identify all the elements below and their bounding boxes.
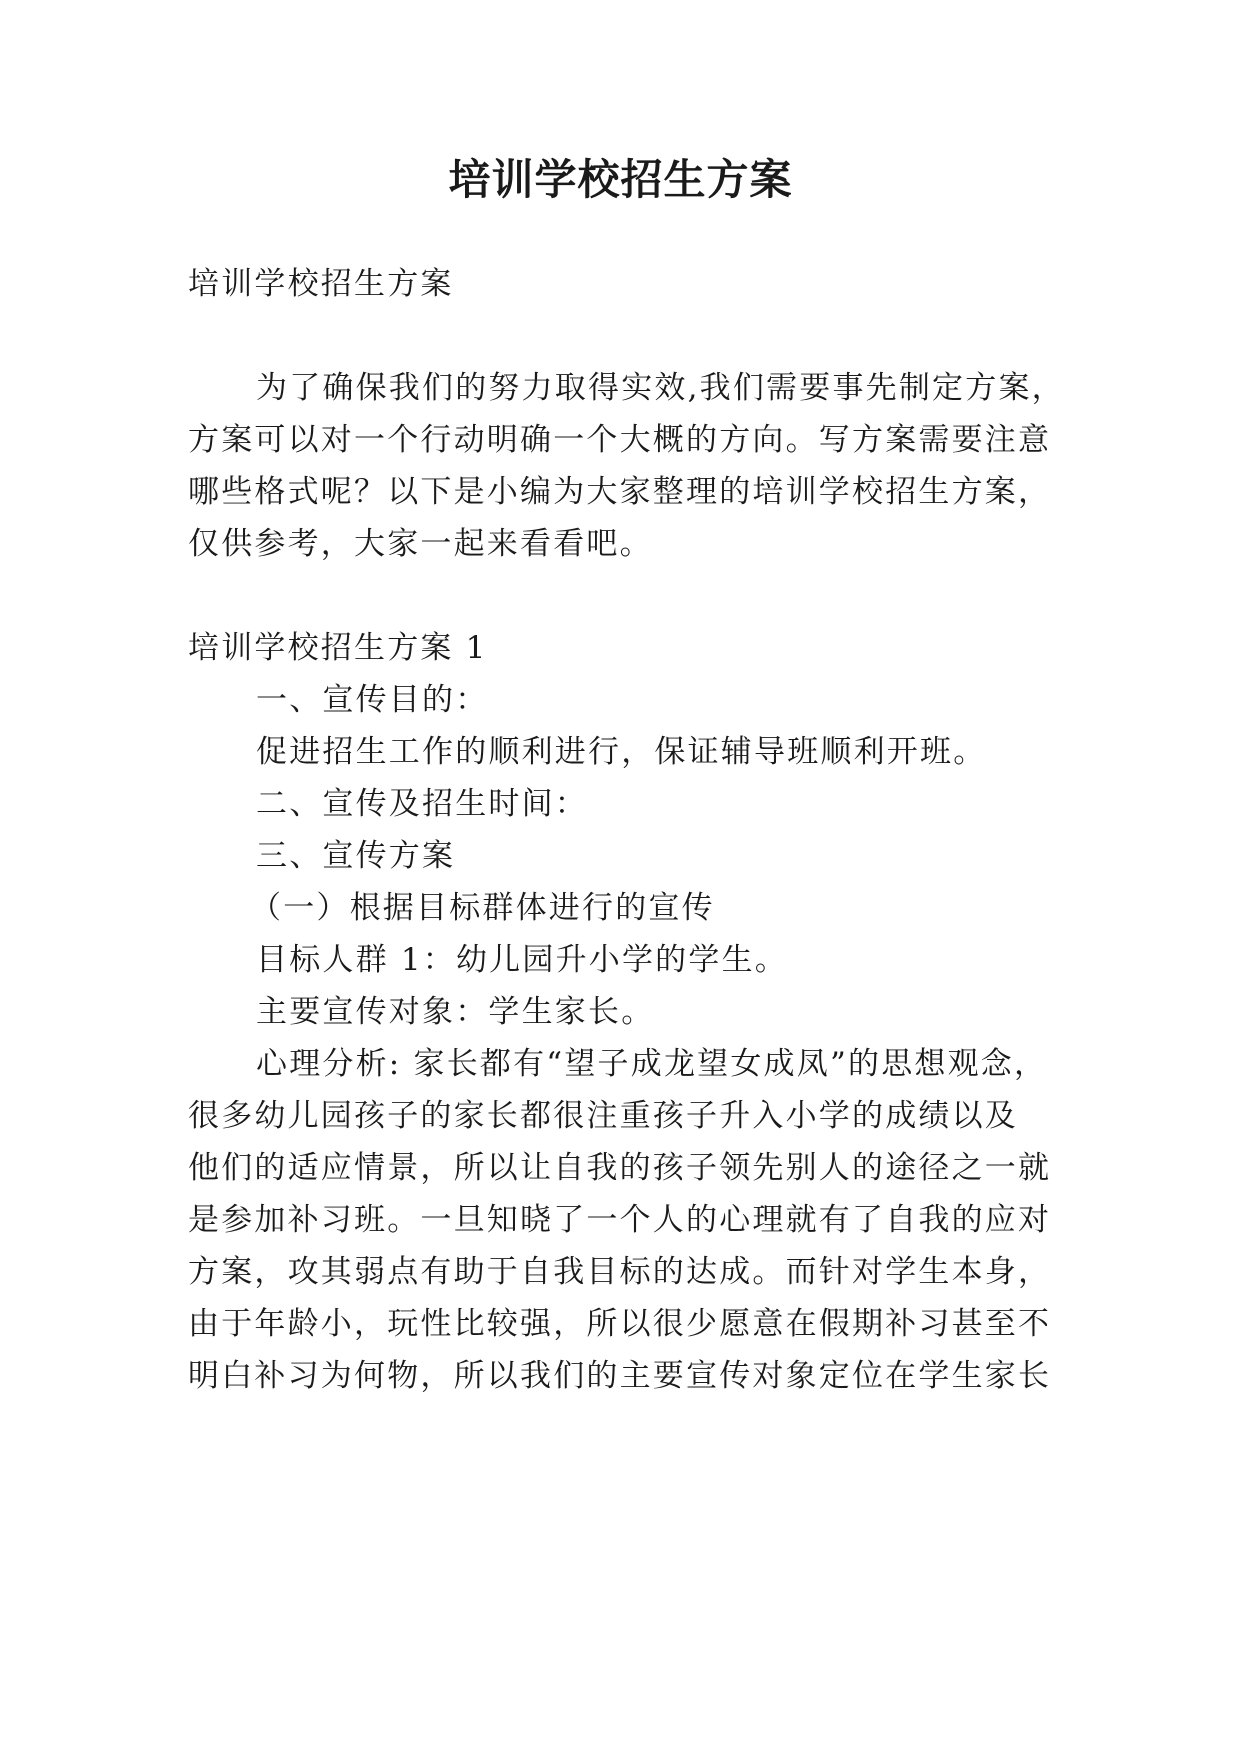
analysis-line-2: 很多幼儿园孩子的家长都很注重孩子升入小学的成绩以及 — [188, 1098, 1018, 1134]
item-purpose-heading: 一、宣传目的： — [256, 682, 489, 718]
item-plan-heading: 三、宣传方案 — [256, 838, 456, 874]
item-target-group-heading: （一）根据目标群体进行的宣传 — [250, 890, 715, 926]
section-heading: 培训学校招生方案 1 — [188, 630, 488, 666]
intro-line-3: 哪些格式呢？以下是小编为大家整理的培训学校招生方案， — [188, 474, 1052, 510]
analysis-line-5: 方案，攻其弱点有助于自我目标的达成。而针对学生本身， — [188, 1254, 1052, 1290]
item-target-1: 目标人群 1：幼儿园升小学的学生。 — [256, 942, 788, 978]
analysis-line-4: 是参加补习班。一旦知晓了一个人的心理就有了自我的应对 — [188, 1202, 1052, 1238]
item-main-audience: 主要宣传对象：学生家长。 — [256, 994, 655, 1030]
document-subtitle: 培训学校招生方案 — [188, 266, 454, 302]
analysis-line-7: 明白补习为何物，所以我们的主要宣传对象定位在学生家长 — [188, 1358, 1052, 1394]
intro-line-4: 仅供参考，大家一起来看看吧。 — [188, 526, 653, 562]
intro-line-1: 为了确保我们的努力取得实效,我们需要事先制定方案， — [256, 370, 1065, 406]
analysis-line-1: 心理分析: 家长都有“望子成龙望女成凤”的思想观念， — [256, 1046, 1048, 1082]
analysis-line-6: 由于年龄小，玩性比较强，所以很少愿意在假期补习甚至不 — [188, 1306, 1052, 1342]
analysis-line-3: 他们的适应情景，所以让自我的孩子领先别人的途径之一就 — [188, 1150, 1052, 1186]
document-title: 培训学校招生方案 — [448, 155, 793, 204]
item-purpose-text: 促进招生工作的顺利进行，保证辅导班顺利开班。 — [256, 734, 987, 770]
intro-line-2: 方案可以对一个行动明确一个大概的方向。写方案需要注意 — [188, 422, 1052, 458]
item-time-heading: 二、宣传及招生时间： — [256, 786, 588, 822]
